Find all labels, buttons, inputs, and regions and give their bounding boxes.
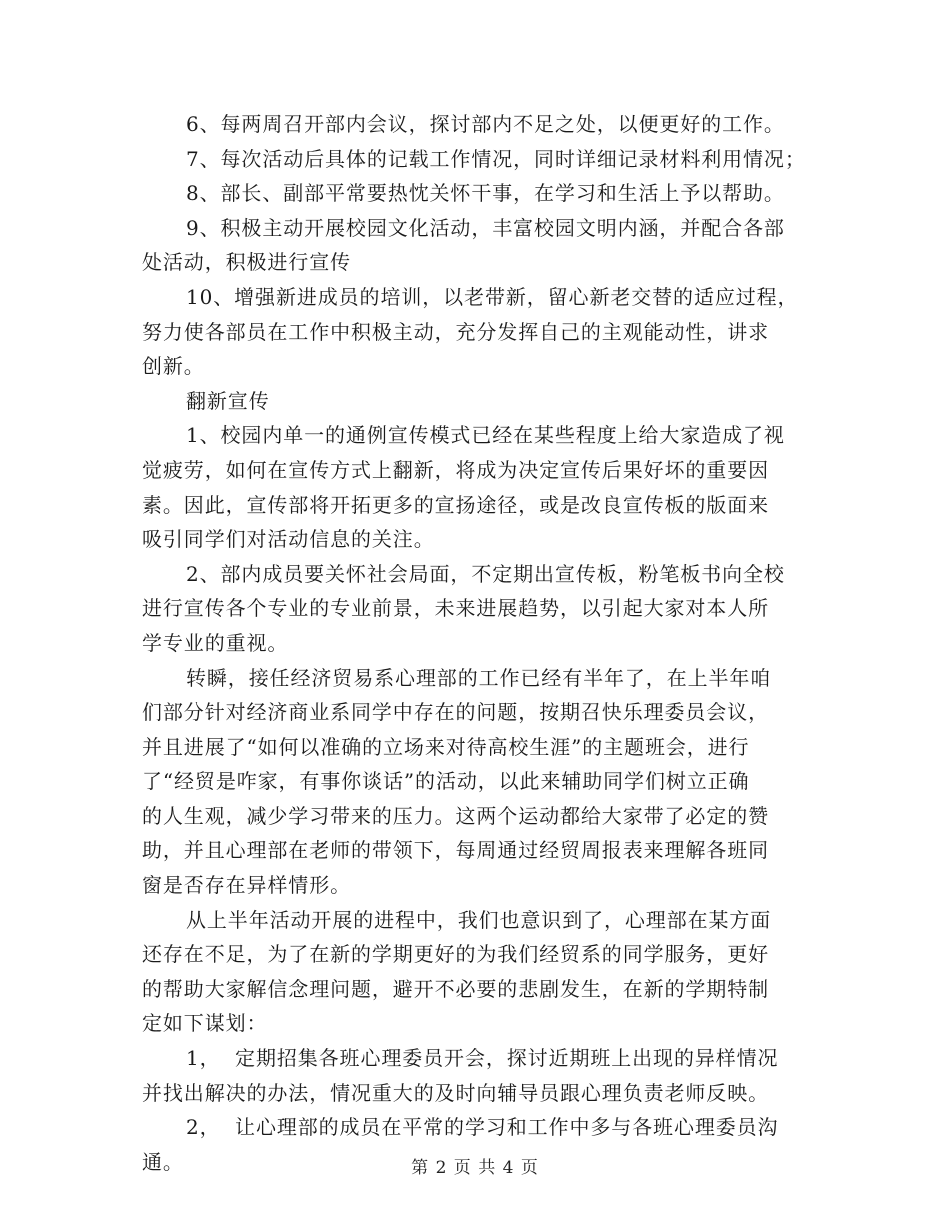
text-line: 还存在不足，为了在新的学期更好的为我们经贸系的同学服务，更好 [142,942,769,967]
section-heading [142,384,810,419]
text-line: 6、每两周召开部内会议，探讨部内不足之处，以便更好的工作。 [186,112,785,136]
text-line: 2、部内成员要关怀社会局面，不定期出宣传板，粉笔板书向全校 [186,561,785,586]
text-line: 学专业的重视。 [142,630,289,655]
text-line: 9、积极主动开展校园文化活动，丰富校园文明内涵，并配合各部 [186,215,785,240]
section-heading-text: 翻新宣传 [186,388,270,413]
text-line: 2， 让心理部的成员在平常的学习和工作中多与各班心理委员沟 [186,1115,779,1140]
text-line: 助，并且心理部在老师的带领下，每周通过经贸周报表来理解各班同 [142,838,769,863]
text-line: 的人生观，减少学习带来的压力。这两个运动都给大家带了必定的赞 [142,803,769,828]
text-line: 1、校园内单一的通例宣传模式已经在某些程度上给大家造成了视 [186,423,785,448]
text-line: 们部分针对经济商业系同学中存在的问题，按期召快乐理委员会议， [142,700,769,725]
paragraph-item-8 [142,176,810,211]
text-line: 创新。 [142,354,205,379]
text-line: 通。 [142,1149,184,1174]
text-line: 进行宣传各个专业的专业前景，未来进展趋势，以引起大家对本人所 [142,596,769,621]
text-line: 从上半年活动开展的进程中，我们也意识到了，心理部在某方面 [186,907,772,932]
text-line: 窗是否存在异样情形。 [142,873,351,898]
text-line: 转瞬，接任经济贸易系心理部的工作已经有半年了，在上半年咱 [186,665,772,690]
paragraph-item-7 [142,142,810,177]
paragraph-plan-intro [142,903,810,1041]
paragraph-item-6 [142,107,810,142]
text-line: 的帮助大家解信念理问题，避开不必要的悲剧发生，在新的学期特制 [142,976,769,1001]
paragraph-summary [142,661,810,903]
paragraph-publicity-2 [142,557,810,661]
text-line: 并且进展了“如何以准确的立场来对待高校生涯”的主题班会，进行 [142,734,750,759]
text-line: 定如下谋划： [142,1011,268,1036]
text-line: 素。因此，宣传部将开拓更多的宣扬途径，或是改良宣传板的版面来 [142,492,769,517]
paragraph-publicity-1 [142,418,810,556]
text-line: 1， 定期招集各班心理委员开会，探讨近期班上出现的异样情况 [186,1046,779,1071]
text-line: 了“经贸是咋家，有事你谈话”的活动，以此来辅助同学们树立正确 [142,769,750,794]
text-line: 7、每次活动后具体的记载工作情况，同时详细记录材料利用情况； [186,146,806,171]
document-body [142,107,810,1179]
page-number-footer: 第 2 页 共 4 页 [411,1158,539,1178]
text-line: 觉疲劳，如何在宣传方式上翻新，将成为决定宣传后果好坏的重要因 [142,457,769,482]
text-line: 吸引同学们对活动信息的关注。 [142,527,435,552]
text-line: 8、部长、副部平常要热忱关怀干事，在学习和生活上予以帮助。 [186,181,785,206]
paragraph-plan-1 [142,1041,810,1110]
paragraph-item-10 [142,280,810,384]
paragraph-item-9 [142,211,810,280]
text-line: 10、增强新进成员的培训，以老带新，留心新老交替的适应过程， [186,284,799,309]
text-line: 并找出解决的办法，情况重大的及时向辅导员跟心理负责老师反映。 [142,1080,769,1105]
text-line: 处活动，积极进行宣传 [142,250,351,275]
text-line: 努力使各部员在工作中积极主动，充分发挥自己的主观能动性，讲求 [142,319,769,344]
